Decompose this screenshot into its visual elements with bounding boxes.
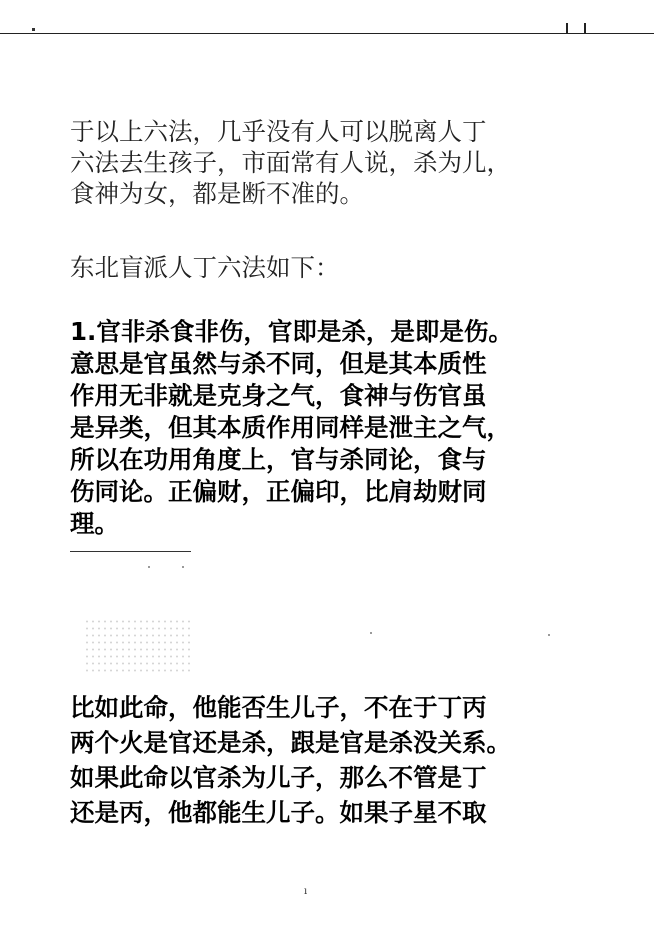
text-line: 东北盲派人丁六法如下： xyxy=(70,253,340,282)
text-line: 食神为女，都是断不准的。 xyxy=(70,179,364,208)
text-line: 1.官非杀食非伤，官即是杀，是即是伤。 xyxy=(70,317,513,346)
section-heading xyxy=(70,252,590,283)
paragraph-intro xyxy=(70,116,590,209)
text-line: 伤同论。正偏财，正偏印，比肩劫财同 xyxy=(70,477,487,506)
text-line: 所以在功用角度上，官与杀同论，食与 xyxy=(70,445,487,474)
rule-paragraph xyxy=(70,316,570,540)
scan-speck xyxy=(182,566,184,568)
example-paragraph xyxy=(70,690,570,830)
text-line: 意思是官虽然与杀不同，但是其本质性 xyxy=(70,349,487,378)
scan-speck xyxy=(148,566,150,568)
scan-speck xyxy=(370,632,372,634)
text-line: 是异类，但其本质作用同样是泄主之气， xyxy=(70,413,511,442)
header-mark xyxy=(566,23,586,34)
scan-speck xyxy=(548,634,550,636)
text-line: 两个火是官还是杀，跟是官是杀没关系。 xyxy=(70,728,511,757)
scan-mark xyxy=(32,28,35,31)
text-line: 还是丙，他都能生儿子。如果子星不取 xyxy=(70,798,487,827)
text-line: 作用无非就是克身之气，食神与伤官虽 xyxy=(70,381,487,410)
text-line: 理。 xyxy=(70,509,119,538)
text-line: 于以上六法，几乎没有人可以脱离人丁 xyxy=(70,117,487,146)
text-line: 六法去生孩子，市面常有人说，杀为儿， xyxy=(70,148,511,177)
header-rule xyxy=(0,33,654,34)
text-line: 如果此命以官杀为儿子，那么不管是丁 xyxy=(70,763,487,792)
page-number: ı xyxy=(304,886,308,897)
divider xyxy=(70,551,191,552)
text-line: 比如此命，他能否生儿子，不在于丁丙 xyxy=(70,693,487,722)
scan-noise xyxy=(84,618,194,676)
